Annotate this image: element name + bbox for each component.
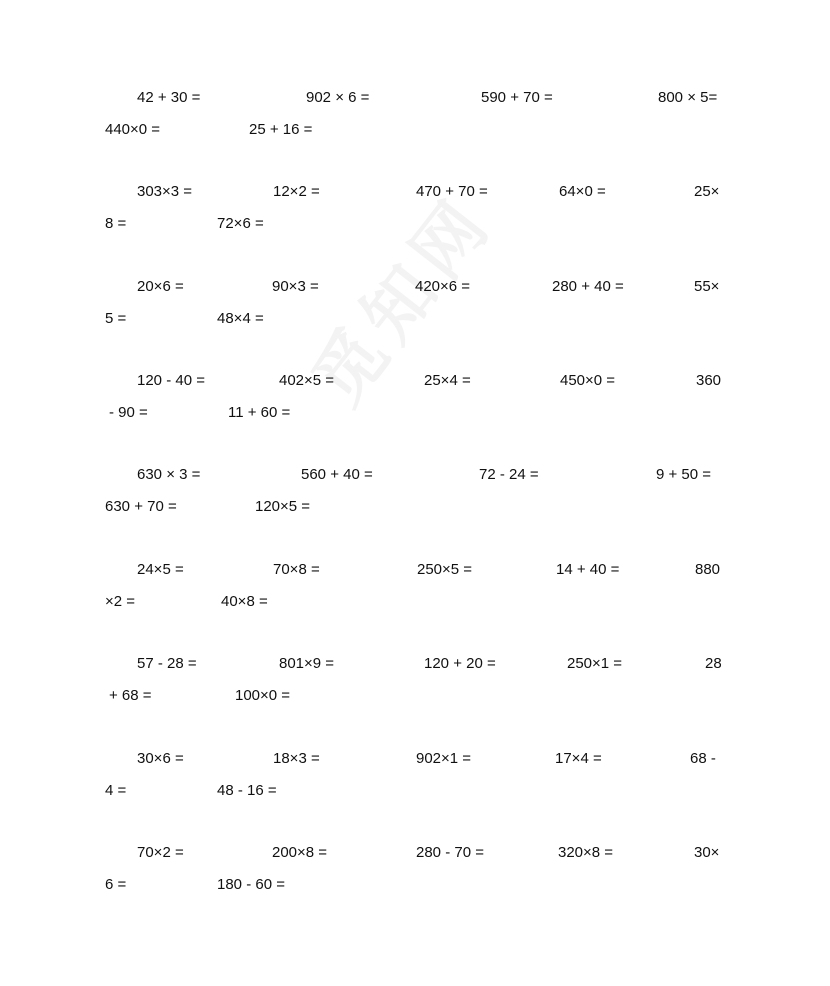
problem: 24×5 = bbox=[137, 561, 184, 578]
problem: 320×8 = bbox=[558, 844, 614, 861]
problem-fragment: 360 bbox=[696, 372, 722, 389]
problem: 902 × 6 = bbox=[306, 89, 370, 106]
problem: 70×2 = bbox=[137, 844, 184, 861]
problem: 20×6 = bbox=[137, 278, 184, 295]
problem-fragment: 30× bbox=[694, 844, 720, 861]
problem: 18×3 = bbox=[273, 750, 320, 767]
problem: 560 + 40 = bbox=[301, 466, 373, 483]
problem: 72×6 = bbox=[217, 215, 264, 232]
problem: 280 + 40 = bbox=[552, 278, 624, 295]
problem: 120 - 40 = bbox=[137, 372, 205, 389]
problem: 42 + 30 = bbox=[137, 89, 201, 106]
problem: 25×4 = bbox=[424, 372, 471, 389]
problem: 280 - 70 = bbox=[416, 844, 484, 861]
problem: 180 - 60 = bbox=[217, 876, 285, 893]
problem: 14 + 40 = bbox=[556, 561, 620, 578]
problem-fragment: 5 = bbox=[105, 310, 127, 327]
problem: 57 - 28 = bbox=[137, 655, 197, 672]
problem-fragment: + 68 = bbox=[109, 687, 152, 704]
problem: 440×0 = bbox=[105, 121, 161, 138]
problem: 120×5 = bbox=[255, 498, 311, 515]
problem: 40×8 = bbox=[221, 593, 268, 610]
problem: 25 + 16 = bbox=[249, 121, 313, 138]
problem-fragment: 25× bbox=[694, 183, 720, 200]
problem-fragment: 55× bbox=[694, 278, 720, 295]
problem: 17×4 = bbox=[555, 750, 602, 767]
problem-fragment: 28 bbox=[705, 655, 722, 672]
problem: 72 - 24 = bbox=[479, 466, 539, 483]
problem: 303×3 = bbox=[137, 183, 193, 200]
problem: 48 - 16 = bbox=[217, 782, 277, 799]
problem: 470 + 70 = bbox=[416, 183, 488, 200]
problem: 420×6 = bbox=[415, 278, 471, 295]
problem: 250×1 = bbox=[567, 655, 623, 672]
problem: 630 × 3 = bbox=[137, 466, 201, 483]
problem-fragment: 4 = bbox=[105, 782, 127, 799]
problem: 48×4 = bbox=[217, 310, 264, 327]
problem-fragment: ×2 = bbox=[105, 593, 136, 610]
problem-fragment: 68 - bbox=[690, 750, 716, 767]
problem-fragment: - 90 = bbox=[109, 404, 148, 421]
problem: 801×9 = bbox=[279, 655, 335, 672]
problem: 11 + 60 = bbox=[228, 404, 291, 421]
problem-fragment: 8 = bbox=[105, 215, 127, 232]
problem: 90×3 = bbox=[272, 278, 319, 295]
problem: 100×0 = bbox=[235, 687, 291, 704]
problem: 450×0 = bbox=[560, 372, 616, 389]
problem: 64×0 = bbox=[559, 183, 606, 200]
problem: 200×8 = bbox=[272, 844, 328, 861]
problem: 70×8 = bbox=[273, 561, 320, 578]
problem: 30×6 = bbox=[137, 750, 184, 767]
problem: 9 + 50 = bbox=[656, 466, 712, 483]
problem: 250×5 = bbox=[417, 561, 473, 578]
problem: 590 + 70 = bbox=[481, 89, 553, 106]
problem-fragment: 6 = bbox=[105, 876, 127, 893]
problem: 902×1 = bbox=[416, 750, 472, 767]
problem: 800 × 5= bbox=[658, 89, 718, 106]
problem: 402×5 = bbox=[279, 372, 335, 389]
problem: 630 + 70 = bbox=[105, 498, 177, 515]
problem: 12×2 = bbox=[273, 183, 320, 200]
problem: 120 + 20 = bbox=[424, 655, 496, 672]
problem-fragment: 880 bbox=[695, 561, 721, 578]
